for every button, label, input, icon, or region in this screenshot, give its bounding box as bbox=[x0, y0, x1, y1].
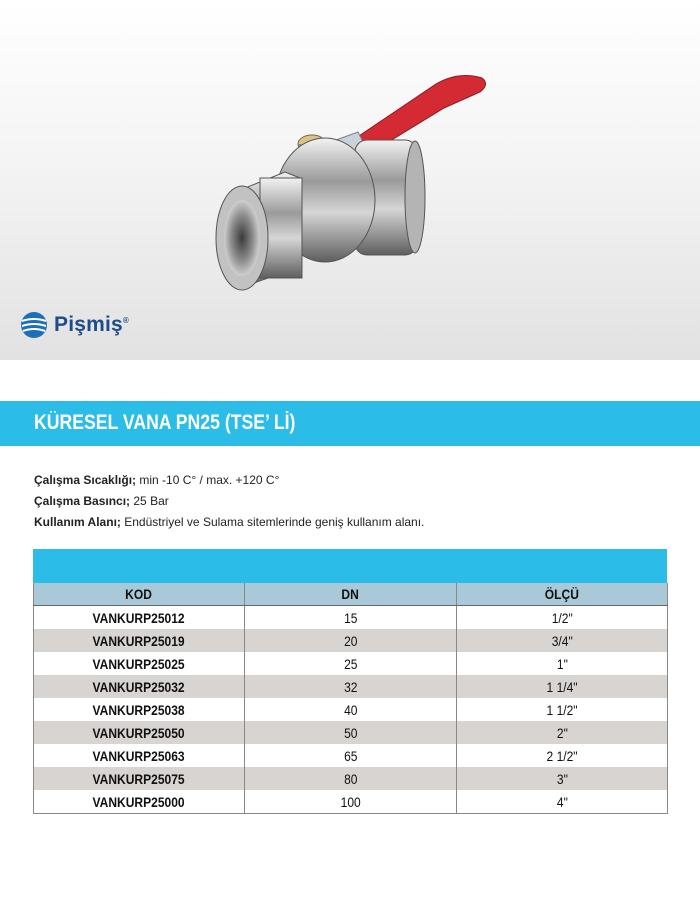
spec-operating-pressure: Çalışma Basıncı; 25 Bar bbox=[34, 494, 169, 508]
table-title-bar bbox=[33, 549, 667, 583]
cell-olcu: 1 1/2" bbox=[457, 698, 668, 721]
spec-list bbox=[34, 470, 424, 533]
ball-valve-image bbox=[200, 60, 500, 310]
product-title: KÜRESEL VANA PN25 (TSE’ Lİ) bbox=[34, 411, 296, 434]
cell-kod: VANKURP25012 bbox=[34, 606, 245, 630]
brand-logo bbox=[20, 311, 129, 339]
column-header-dn: DN bbox=[245, 583, 457, 606]
cell-dn: 100 bbox=[245, 790, 457, 814]
cell-olcu: 1" bbox=[457, 652, 668, 675]
table-row bbox=[34, 698, 668, 721]
cell-kod: VANKURP25025 bbox=[34, 652, 245, 675]
cell-dn: 80 bbox=[245, 767, 457, 790]
cell-dn: 65 bbox=[245, 744, 457, 767]
product-hero bbox=[0, 0, 700, 360]
column-header-kod: KOD bbox=[34, 583, 245, 606]
table-row bbox=[34, 721, 668, 744]
cell-kod: VANKURP25050 bbox=[34, 721, 245, 744]
table-row bbox=[34, 629, 668, 652]
product-table bbox=[33, 583, 668, 814]
cell-olcu: 1 1/4" bbox=[457, 675, 668, 698]
cell-kod: VANKURP25038 bbox=[34, 698, 245, 721]
cell-dn: 50 bbox=[245, 721, 457, 744]
cell-kod: VANKURP25075 bbox=[34, 767, 245, 790]
cell-dn: 15 bbox=[245, 606, 457, 630]
cell-olcu: 1/2" bbox=[457, 606, 668, 630]
table-row bbox=[34, 790, 668, 814]
cell-kod: VANKURP25000 bbox=[34, 790, 245, 814]
cell-olcu: 2" bbox=[457, 721, 668, 744]
table-row bbox=[34, 744, 668, 767]
cell-dn: 25 bbox=[245, 652, 457, 675]
cell-olcu: 2 1/2" bbox=[457, 744, 668, 767]
cell-kod: VANKURP25032 bbox=[34, 675, 245, 698]
spec-usage-area: Kullanım Alanı; Endüstriyel ve Sulama sitemlerinde geniş kullanım alanı. bbox=[34, 515, 425, 529]
table-row bbox=[34, 767, 668, 790]
pismis-logo-icon bbox=[20, 311, 48, 339]
brand-name: Pişmiş® bbox=[54, 313, 130, 336]
table-row bbox=[34, 675, 668, 698]
table-row bbox=[34, 652, 668, 675]
table-header-row bbox=[34, 583, 668, 606]
cell-dn: 32 bbox=[245, 675, 457, 698]
spec-operating-temperature: Çalışma Sıcaklığı; min -10 C° / max. +120 C° bbox=[34, 473, 280, 487]
column-header-olcu: ÖLÇÜ bbox=[457, 583, 668, 606]
cell-kod: VANKURP25019 bbox=[34, 629, 245, 652]
product-title-banner bbox=[0, 401, 700, 446]
cell-kod: VANKURP25063 bbox=[34, 744, 245, 767]
table-row bbox=[34, 606, 668, 630]
cell-olcu: 3" bbox=[457, 767, 668, 790]
cell-dn: 40 bbox=[245, 698, 457, 721]
cell-olcu: 3/4" bbox=[457, 629, 668, 652]
cell-dn: 20 bbox=[245, 629, 457, 652]
cell-olcu: 4" bbox=[457, 790, 668, 814]
